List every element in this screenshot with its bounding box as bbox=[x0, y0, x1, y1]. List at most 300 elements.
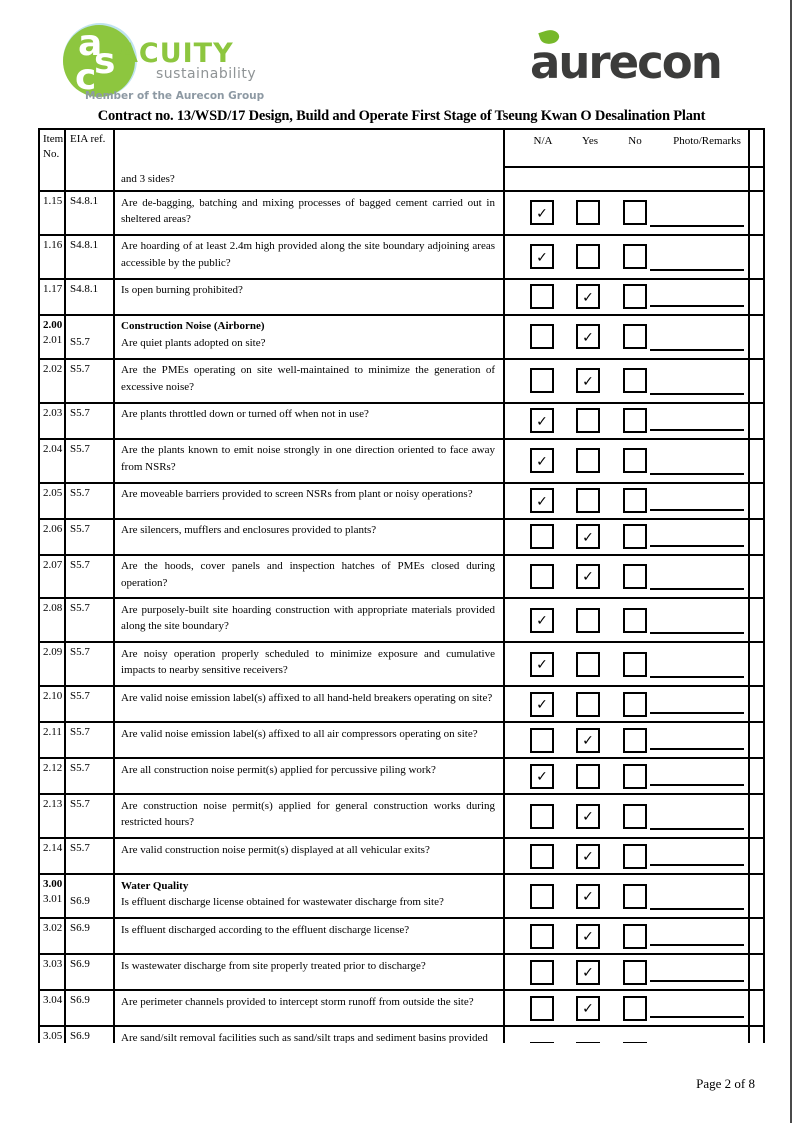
remarks-line[interactable] bbox=[650, 545, 744, 547]
remarks-line[interactable] bbox=[650, 473, 744, 475]
item-no-cell bbox=[40, 687, 66, 721]
checkbox-na[interactable] bbox=[530, 692, 554, 717]
answer-cell bbox=[505, 280, 750, 314]
checkbox-na[interactable] bbox=[530, 884, 554, 909]
answer-cell bbox=[505, 919, 750, 953]
checkbox-no[interactable] bbox=[623, 804, 647, 829]
margin-strip bbox=[750, 360, 763, 402]
item-no-cell bbox=[40, 759, 66, 793]
table-row bbox=[40, 989, 763, 1025]
column-header-eia-ref bbox=[66, 130, 115, 190]
checkbox-na[interactable] bbox=[530, 284, 554, 309]
question-cell bbox=[115, 991, 505, 1025]
answer-cell bbox=[505, 360, 750, 402]
item-no-cell bbox=[40, 520, 66, 554]
table-row bbox=[40, 234, 763, 278]
checkbox-na[interactable] bbox=[530, 448, 554, 473]
checkbox-yes[interactable] bbox=[576, 996, 600, 1021]
document-title: Contract no. 13/WSD/17 Design, Build and Operate First Stage of Tseung Kwan O Desalination Plant bbox=[97, 108, 706, 124]
question-text: Are plants throttled down or turned off when not in use? bbox=[121, 408, 369, 421]
checkbox-yes[interactable] bbox=[576, 804, 600, 829]
question-cell bbox=[115, 723, 505, 757]
checkbox-yes[interactable] bbox=[576, 324, 600, 349]
answer-cell bbox=[505, 839, 750, 873]
question-cell bbox=[115, 687, 505, 721]
item-no: 3.01 bbox=[43, 893, 63, 906]
remarks-line[interactable] bbox=[650, 632, 744, 634]
question-cell bbox=[115, 759, 505, 793]
remarks-line[interactable] bbox=[650, 944, 744, 946]
checkmark-icon: ✓ bbox=[582, 569, 594, 586]
checkbox-no[interactable] bbox=[623, 960, 647, 985]
checkbox-na[interactable] bbox=[530, 1042, 554, 1043]
margin-strip bbox=[750, 795, 763, 837]
checkmark-icon: ✓ bbox=[582, 733, 594, 750]
item-no: 2.01 bbox=[43, 333, 63, 346]
remarks-line[interactable] bbox=[650, 908, 744, 910]
remarks-line[interactable] bbox=[650, 349, 744, 351]
column-header-na: N/A bbox=[533, 135, 553, 147]
table-row bbox=[40, 597, 763, 641]
eia-ref-cell bbox=[66, 484, 115, 518]
checkmark-icon: ✓ bbox=[582, 965, 594, 982]
eia-ref-cell bbox=[66, 556, 115, 598]
remarks-line[interactable] bbox=[650, 393, 744, 395]
item-no: 2.08 bbox=[43, 602, 63, 615]
item-no: 3.02 bbox=[43, 922, 63, 935]
remarks-line[interactable] bbox=[650, 676, 744, 678]
eia-ref: S4.8.1 bbox=[70, 195, 99, 207]
checkbox-no[interactable] bbox=[623, 408, 647, 433]
eia-ref: S5.7 bbox=[70, 690, 90, 703]
checkbox-yes[interactable] bbox=[576, 564, 600, 589]
margin-strip bbox=[750, 991, 763, 1025]
checklist-table bbox=[38, 128, 765, 1043]
answer-cell bbox=[505, 759, 750, 793]
answer-cell bbox=[505, 991, 750, 1025]
table-row bbox=[40, 278, 763, 314]
margin-strip bbox=[750, 1027, 763, 1043]
item-no: 2.07 bbox=[43, 558, 63, 571]
question-text: Are all construction noise permit(s) applied for percussive piling work? bbox=[121, 763, 436, 776]
checkmark-icon: ✓ bbox=[582, 373, 594, 390]
question-text: Are silencers, mufflers and enclosures provided to plants? bbox=[121, 524, 377, 537]
answer-cell bbox=[505, 484, 750, 518]
table-header-row bbox=[40, 130, 763, 190]
checkbox-na[interactable] bbox=[530, 924, 554, 949]
question-cell bbox=[115, 520, 505, 554]
question-text: Are the plants known to emit noise strongly in one direction oriented to face away from NSRs? bbox=[121, 444, 495, 473]
checkbox-no[interactable] bbox=[623, 996, 647, 1021]
checkbox-na[interactable] bbox=[530, 764, 554, 789]
eia-ref: S5.7 bbox=[70, 798, 90, 811]
remarks-line[interactable] bbox=[650, 225, 744, 227]
checkmark-icon: ✓ bbox=[536, 453, 548, 470]
item-no: 1.15 bbox=[43, 195, 63, 207]
question-cell bbox=[115, 316, 505, 358]
item-no-cell bbox=[40, 795, 66, 837]
checkbox-yes[interactable] bbox=[576, 844, 600, 869]
eia-ref-cell bbox=[66, 723, 115, 757]
checkmark-icon: ✓ bbox=[536, 697, 548, 714]
checkbox-yes[interactable] bbox=[576, 200, 600, 225]
remarks-line[interactable] bbox=[650, 712, 744, 714]
table-row bbox=[40, 518, 763, 554]
question-cell bbox=[115, 919, 505, 953]
checkbox-na[interactable] bbox=[530, 608, 554, 633]
checkmark-icon: ✓ bbox=[582, 889, 594, 906]
table-row bbox=[40, 837, 763, 873]
table-row bbox=[40, 554, 763, 598]
answer-cell bbox=[505, 192, 750, 234]
question-column-header-cell bbox=[115, 130, 505, 190]
item-no-cell bbox=[40, 192, 66, 234]
eia-ref-cell bbox=[66, 955, 115, 989]
checkbox-yes[interactable] bbox=[576, 924, 600, 949]
checkmark-icon: ✓ bbox=[536, 249, 548, 266]
answer-cell bbox=[505, 316, 750, 358]
eia-ref-cell bbox=[66, 440, 115, 482]
table-row bbox=[40, 1025, 763, 1043]
margin-strip bbox=[750, 236, 763, 278]
eia-ref-cell bbox=[66, 875, 115, 917]
item-no-cell bbox=[40, 360, 66, 402]
eia-ref-cell bbox=[66, 280, 115, 314]
eia-ref: S5.7 bbox=[70, 442, 90, 455]
checkmark-icon: ✓ bbox=[582, 849, 594, 866]
item-no-cell bbox=[40, 484, 66, 518]
table-row bbox=[40, 358, 763, 402]
remarks-line[interactable] bbox=[650, 269, 744, 271]
item-no: 2.13 bbox=[43, 798, 63, 811]
item-no-cell bbox=[40, 1027, 66, 1043]
eia-ref-cell bbox=[66, 360, 115, 402]
column-header-eia-label: EIA ref. bbox=[70, 133, 106, 145]
item-no-cell bbox=[40, 839, 66, 873]
checkbox-no[interactable] bbox=[623, 244, 647, 269]
checkbox-no[interactable] bbox=[623, 608, 647, 633]
remarks-line[interactable] bbox=[650, 864, 744, 866]
question-text: Are sand/silt removal facilities such as sand/silt traps and sediment basins provided bbox=[121, 1031, 488, 1043]
checkbox-na[interactable] bbox=[530, 524, 554, 549]
section-title: Water Quality bbox=[121, 879, 189, 892]
checkmark-icon: ✓ bbox=[536, 613, 548, 630]
eia-ref: S4.8.1 bbox=[70, 238, 99, 251]
remarks-line[interactable] bbox=[650, 828, 744, 830]
checkbox-no[interactable] bbox=[623, 284, 647, 309]
answer-cell bbox=[505, 643, 750, 685]
checkbox-na[interactable] bbox=[530, 844, 554, 869]
table-row bbox=[40, 793, 763, 837]
checkbox-na[interactable] bbox=[530, 244, 554, 269]
question-cell bbox=[115, 795, 505, 837]
question-cell bbox=[115, 1027, 505, 1043]
carryover-question: and 3 sides? bbox=[121, 172, 175, 185]
checkbox-no[interactable] bbox=[623, 448, 647, 473]
eia-ref-cell bbox=[66, 192, 115, 234]
eia-ref-cell bbox=[66, 520, 115, 554]
table-row bbox=[40, 190, 763, 234]
checkbox-yes[interactable] bbox=[576, 764, 600, 789]
item-no: 3.05 bbox=[43, 1030, 63, 1043]
table-row bbox=[40, 873, 763, 917]
remarks-line[interactable] bbox=[650, 305, 744, 307]
checkbox-no[interactable] bbox=[623, 924, 647, 949]
item-no-cell bbox=[40, 955, 66, 989]
checkbox-no[interactable] bbox=[623, 652, 647, 677]
answer-cell bbox=[505, 687, 750, 721]
checkbox-na[interactable] bbox=[530, 408, 554, 433]
item-no-cell bbox=[40, 280, 66, 314]
question-text: Is open burning prohibited? bbox=[121, 284, 243, 297]
eia-ref-cell bbox=[66, 599, 115, 641]
checkmark-icon: ✓ bbox=[582, 1001, 594, 1018]
eia-ref-cell bbox=[66, 643, 115, 685]
margin-strip bbox=[750, 723, 763, 757]
answer-cell bbox=[505, 404, 750, 438]
checkbox-yes[interactable] bbox=[576, 448, 600, 473]
item-no: 2.09 bbox=[43, 646, 63, 659]
checkbox-no[interactable] bbox=[623, 728, 647, 753]
answer-cell bbox=[505, 556, 750, 598]
checkbox-na[interactable] bbox=[530, 200, 554, 225]
item-no: 1.16 bbox=[43, 238, 63, 251]
checkbox-no[interactable] bbox=[623, 1042, 647, 1043]
checkbox-na[interactable] bbox=[530, 652, 554, 677]
item-no: 3.03 bbox=[43, 958, 63, 971]
checkbox-yes[interactable] bbox=[576, 408, 600, 433]
checkbox-yes[interactable] bbox=[576, 524, 600, 549]
checkbox-yes[interactable] bbox=[576, 960, 600, 985]
question-text: Are valid construction noise permit(s) displayed at all vehicular exits? bbox=[121, 843, 430, 856]
question-text: Are the hoods, cover panels and inspection hatches of PMEs closed during operation? bbox=[121, 560, 495, 589]
eia-ref: S5.7 bbox=[70, 762, 90, 775]
question-text: Are the PMEs operating on site well-maintained to minimize the generation of excessive noise? bbox=[121, 364, 495, 393]
checkbox-na[interactable] bbox=[530, 728, 554, 753]
question-cell bbox=[115, 599, 505, 641]
question-text: Are quiet plants adopted on site? bbox=[121, 336, 266, 349]
question-cell bbox=[115, 404, 505, 438]
checkbox-no[interactable] bbox=[623, 884, 647, 909]
eia-ref-cell bbox=[66, 795, 115, 837]
margin-strip bbox=[750, 316, 763, 358]
checkbox-no[interactable] bbox=[623, 488, 647, 513]
section-item-no: 3.00 bbox=[43, 878, 63, 891]
answer-cell bbox=[505, 236, 750, 278]
margin-strip bbox=[750, 955, 763, 989]
margin-strip bbox=[750, 599, 763, 641]
margin-strip bbox=[750, 687, 763, 721]
checkbox-yes[interactable] bbox=[576, 608, 600, 633]
checkmark-icon: ✓ bbox=[536, 493, 548, 510]
checkmark-icon: ✓ bbox=[582, 529, 594, 546]
item-no-cell bbox=[40, 991, 66, 1025]
eia-ref: S5.7 bbox=[70, 335, 90, 348]
question-text: Are moveable barriers provided to screen NSRs from plant or noisy operations? bbox=[121, 488, 473, 501]
checkbox-no[interactable] bbox=[623, 368, 647, 393]
eia-ref-cell bbox=[66, 839, 115, 873]
margin-strip bbox=[750, 875, 763, 917]
eia-ref: S5.7 bbox=[70, 486, 90, 499]
answer-cell bbox=[505, 520, 750, 554]
checkbox-yes[interactable] bbox=[576, 652, 600, 677]
checkbox-yes[interactable] bbox=[576, 488, 600, 513]
item-no: 2.02 bbox=[43, 362, 63, 375]
answer-cell bbox=[505, 440, 750, 482]
margin-strip bbox=[750, 919, 763, 953]
checkbox-yes[interactable] bbox=[576, 1042, 600, 1043]
eia-ref: S6.9 bbox=[70, 922, 90, 935]
checkbox-no[interactable] bbox=[623, 844, 647, 869]
question-text: Are noisy operation properly scheduled to minimize exposure and cumulative impacts to nearby sensitive receivers? bbox=[121, 647, 495, 677]
margin-strip bbox=[750, 404, 763, 438]
checkbox-na[interactable] bbox=[530, 804, 554, 829]
checkmark-icon: ✓ bbox=[536, 657, 548, 674]
question-text: Is effluent discharge license obtained for wastewater discharge from site? bbox=[121, 896, 444, 909]
checkbox-no[interactable] bbox=[623, 564, 647, 589]
question-cell bbox=[115, 280, 505, 314]
checkmark-icon: ✓ bbox=[582, 809, 594, 826]
margin-strip bbox=[750, 192, 763, 234]
column-header-yes: Yes bbox=[581, 135, 598, 147]
eia-ref-cell bbox=[66, 404, 115, 438]
checkbox-no[interactable] bbox=[623, 324, 647, 349]
eia-ref: S5.7 bbox=[70, 602, 90, 615]
item-no: 2.03 bbox=[43, 406, 63, 419]
remarks-line[interactable] bbox=[650, 748, 744, 750]
remarks-line[interactable] bbox=[650, 588, 744, 590]
column-header-item-no bbox=[40, 130, 66, 190]
answer-cell bbox=[505, 795, 750, 837]
checkmark-icon: ✓ bbox=[536, 413, 548, 430]
remarks-line[interactable] bbox=[650, 1016, 744, 1018]
remarks-line[interactable] bbox=[650, 429, 744, 431]
item-no: 2.10 bbox=[43, 690, 63, 703]
checkbox-no[interactable] bbox=[623, 200, 647, 225]
checkmark-icon: ✓ bbox=[582, 329, 594, 346]
monogram-letter-s: s bbox=[94, 41, 116, 82]
eia-ref: S5.7 bbox=[70, 726, 90, 739]
remarks-line[interactable] bbox=[650, 509, 744, 511]
column-header-no: No bbox=[628, 135, 642, 147]
checkbox-no[interactable] bbox=[623, 764, 647, 789]
checkbox-yes[interactable] bbox=[576, 728, 600, 753]
table-row bbox=[40, 685, 763, 721]
remarks-line[interactable] bbox=[650, 784, 744, 786]
item-no: 2.11 bbox=[43, 726, 62, 739]
eia-ref: S5.7 bbox=[70, 646, 90, 659]
table-row bbox=[40, 314, 763, 358]
checkbox-na[interactable] bbox=[530, 488, 554, 513]
checkbox-na[interactable] bbox=[530, 960, 554, 985]
item-no: 2.06 bbox=[43, 522, 63, 535]
answer-cell bbox=[505, 875, 750, 917]
item-no-cell bbox=[40, 919, 66, 953]
table-row bbox=[40, 482, 763, 518]
monogram-letter-a: a bbox=[78, 23, 103, 64]
checkmark-icon: ✓ bbox=[536, 205, 548, 222]
question-cell bbox=[115, 643, 505, 685]
checkmark-icon: ✓ bbox=[536, 769, 548, 786]
margin-strip bbox=[750, 440, 763, 482]
table-row bbox=[40, 721, 763, 757]
question-text: Are construction noise permit(s) applied for general construction works during restricted hours? bbox=[121, 799, 495, 829]
acuity-member-line: Member of the Aurecon Group bbox=[85, 90, 265, 102]
item-no: 2.04 bbox=[43, 442, 63, 455]
table-row bbox=[40, 757, 763, 793]
eia-ref-cell bbox=[66, 316, 115, 358]
checkbox-na[interactable] bbox=[530, 324, 554, 349]
question-cell bbox=[115, 955, 505, 989]
checkbox-na[interactable] bbox=[530, 368, 554, 393]
question-text: Is effluent discharged according to the effluent discharge license? bbox=[121, 923, 410, 936]
checkbox-no[interactable] bbox=[623, 692, 647, 717]
question-cell bbox=[115, 484, 505, 518]
question-cell bbox=[115, 839, 505, 873]
item-no-cell bbox=[40, 440, 66, 482]
checkbox-na[interactable] bbox=[530, 564, 554, 589]
checkmark-icon: ✓ bbox=[582, 289, 594, 306]
table-row bbox=[40, 917, 763, 953]
eia-ref: S5.7 bbox=[70, 406, 90, 419]
eia-ref-cell bbox=[66, 687, 115, 721]
item-no: 1.17 bbox=[43, 282, 63, 295]
item-no-cell bbox=[40, 723, 66, 757]
checkbox-no[interactable] bbox=[623, 524, 647, 549]
table-row bbox=[40, 641, 763, 685]
question-text: Are de-bagging, batching and mixing processes of bagged cement carried out in sheltered areas? bbox=[121, 196, 495, 225]
column-header-photo-remarks: Photo/Remarks bbox=[673, 135, 741, 147]
monogram-letter-c: c bbox=[75, 57, 97, 98]
margin-strip bbox=[750, 484, 763, 518]
acuity-logo bbox=[60, 22, 290, 104]
checkbox-yes[interactable] bbox=[576, 244, 600, 269]
eia-ref: S4.8.1 bbox=[70, 282, 99, 295]
item-no-cell bbox=[40, 236, 66, 278]
margin-strip bbox=[750, 643, 763, 685]
eia-ref: S5.7 bbox=[70, 558, 90, 571]
answer-cell bbox=[505, 955, 750, 989]
section-item-no: 2.00 bbox=[43, 318, 63, 331]
checkbox-yes[interactable] bbox=[576, 284, 600, 309]
checkmark-icon: ✓ bbox=[582, 929, 594, 946]
margin-strip bbox=[750, 759, 763, 793]
checkbox-yes[interactable] bbox=[576, 692, 600, 717]
aurecon-logo bbox=[528, 30, 758, 96]
question-cell bbox=[115, 360, 505, 402]
item-no-cell bbox=[40, 599, 66, 641]
question-text: Are perimeter channels provided to intercept storm runoff from outside the site? bbox=[121, 995, 474, 1008]
margin-strip bbox=[750, 839, 763, 873]
eia-ref: S6.9 bbox=[70, 1030, 90, 1043]
question-text: Are valid noise emission label(s) affixed to all air compressors operating on site? bbox=[121, 727, 478, 740]
question-cell bbox=[115, 192, 505, 234]
eia-ref: S5.7 bbox=[70, 842, 90, 855]
item-no-cell bbox=[40, 643, 66, 685]
eia-ref: S6.9 bbox=[70, 958, 90, 971]
remarks-line[interactable] bbox=[650, 980, 744, 982]
header-divider-line bbox=[505, 166, 763, 168]
checkbox-yes[interactable] bbox=[576, 368, 600, 393]
checkbox-yes[interactable] bbox=[576, 884, 600, 909]
item-no-cell bbox=[40, 556, 66, 598]
margin-strip bbox=[750, 520, 763, 554]
item-no: 2.12 bbox=[43, 762, 63, 775]
item-no-cell bbox=[40, 316, 66, 358]
answer-cell bbox=[505, 1027, 750, 1043]
checkbox-na[interactable] bbox=[530, 996, 554, 1021]
eia-ref: S6.9 bbox=[70, 895, 90, 908]
